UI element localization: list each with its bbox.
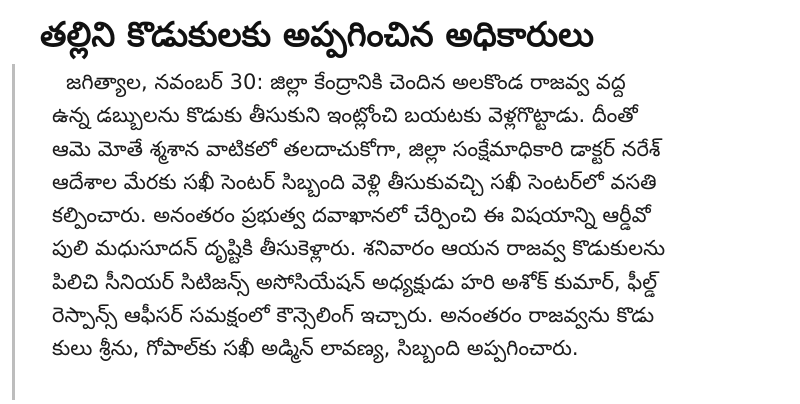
body-line-5: కల్పించారు. అనంతరం ప్రభుత్వ దవాఖానలో చేర్పించి ఈ విషయాన్ని ఆర్డీవో (52, 203, 651, 228)
body-line-9: కులు శ్రీను, గోపాల్‌కు సఖీ అడ్మిన్ లావణ్య, సిబ్బంది అప్పగించారు. (52, 336, 579, 361)
body-line-7: పిలిచి సీనియర్ సిటిజన్స్ అసోసియేషన్ అధ్యక్షుడు హరి అశోక్ కుమార్, ఫీల్డ్ (52, 269, 658, 294)
headline: తల్లిని కొడుకులకు అప్పగించిన అధికారులు (40, 15, 594, 55)
article-body (52, 66, 794, 398)
body-line-2: ఉన్న డబ్బులను కొడుకు తీసుకుని ఇంట్లోంచి బయటకు వెళ్లగొట్టాడు. దీంతో (52, 103, 638, 128)
body-line-8: రెస్పాన్స్ ఆఫీసర్ సమక్షంలో కౌన్సెలింగ్ ఇచ్చారు. అనంతరం రాజవ్వను కొడు (52, 303, 655, 328)
body-line-1: జగిత్యాల, నవంబర్ 30: జిల్లా కేంద్రానికి చెందిన అలకొండ రాజవ్వ వద్ద (66, 70, 626, 94)
body-line-6: పులి మధుసూదన్ దృష్టికి తీసుకెళ్లారు. శనివారం ఆయన రాజవ్వ కొడుకులను (52, 236, 666, 261)
column-rule (12, 64, 15, 400)
body-line-4: ఆదేశాల మేరకు సఖీ సెంటర్ సిబ్బంది వెళ్లి తీసుకువచ్చి సఖీ సెంటర్‌లో వసతి (52, 169, 657, 194)
body-line-3: ఆమె మోతే శ్మశాన వాటికలో తలదాచుకోగా, జిల్లా సంక్షేమాధికారి డాక్టర్ నరేశ్ (52, 136, 661, 161)
